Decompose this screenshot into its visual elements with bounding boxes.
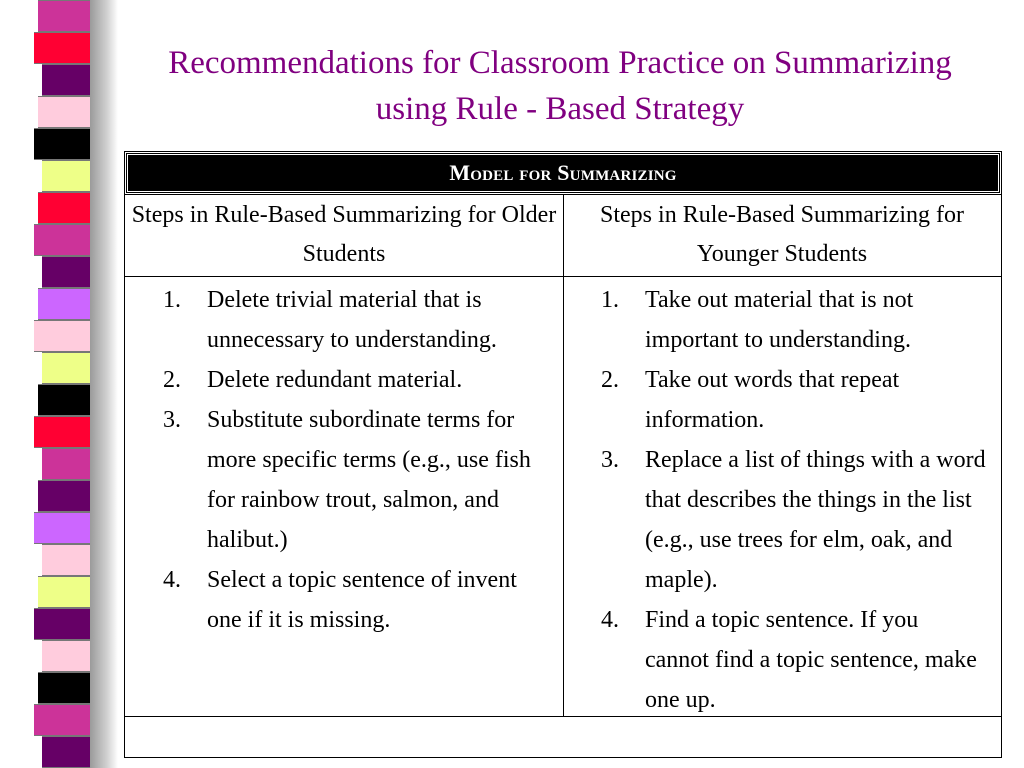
list-item — [163, 360, 543, 400]
stripe-band-shadow — [90, 0, 118, 768]
step-text: Substitute subordinate terms for more specific terms (e.g., use fish for rainbow trout, salmon, and halibut.) — [207, 407, 531, 553]
column-divider — [563, 194, 564, 716]
decorative-stripe — [34, 320, 98, 352]
list-item — [163, 400, 543, 560]
table-header: Model for Summarizing — [125, 152, 1001, 194]
decorative-stripe — [34, 416, 98, 448]
step-number: 4. — [601, 607, 619, 633]
decorative-stripe-band — [0, 0, 118, 768]
list-item — [601, 280, 986, 360]
decorative-stripe — [38, 96, 98, 128]
decorative-stripe — [34, 704, 98, 736]
slide-title: Recommendations for Classroom Practice on Summarizing using Rule - Based Strategy — [168, 45, 952, 127]
column-heading-older: Steps in Rule-Based Summarizing for Older Students — [131, 202, 557, 267]
step-text: Select a topic sentence of invent one if it is missing. — [207, 567, 517, 633]
column-heading-younger: Steps in Rule-Based Summarizing for Younger Students — [600, 202, 964, 267]
list-item — [163, 280, 543, 360]
empty-table-row — [125, 717, 1001, 757]
decorative-stripe — [38, 288, 98, 320]
summarizing-table — [124, 151, 1002, 758]
step-number: 2. — [601, 367, 619, 393]
list-item — [601, 360, 986, 440]
step-number: 1. — [601, 287, 619, 313]
step-text: Delete trivial material that is unnecessary to understanding. — [207, 287, 497, 353]
decorative-stripe — [34, 608, 98, 640]
younger-steps-list — [601, 280, 986, 720]
decorative-stripe — [38, 192, 98, 224]
decorative-stripe — [38, 480, 98, 512]
step-number: 2. — [163, 367, 181, 393]
older-steps-list — [163, 280, 543, 640]
step-text: Take out words that repeat information. — [645, 367, 900, 433]
step-number: 4. — [163, 567, 181, 593]
list-item — [601, 440, 986, 600]
step-text: Replace a list of things with a word that describes the things in the list (e.g., use trees for elm, oak, and maple). — [645, 447, 986, 593]
decorative-stripe — [38, 576, 98, 608]
list-item — [601, 600, 986, 720]
decorative-stripe — [38, 672, 98, 704]
decorative-stripe — [38, 384, 98, 416]
step-text: Find a topic sentence. If you cannot find a topic sentence, make one up. — [645, 607, 977, 713]
step-number: 3. — [163, 407, 181, 433]
step-text: Take out material that is not important to understanding. — [645, 287, 914, 353]
step-number: 3. — [601, 447, 619, 473]
step-text: Delete redundant material. — [207, 367, 463, 393]
step-number: 1. — [163, 287, 181, 313]
decorative-stripe — [34, 32, 98, 64]
decorative-stripe — [34, 128, 98, 160]
list-item — [163, 560, 543, 640]
decorative-stripe — [38, 0, 98, 32]
decorative-stripe — [34, 224, 98, 256]
decorative-stripe — [34, 512, 98, 544]
